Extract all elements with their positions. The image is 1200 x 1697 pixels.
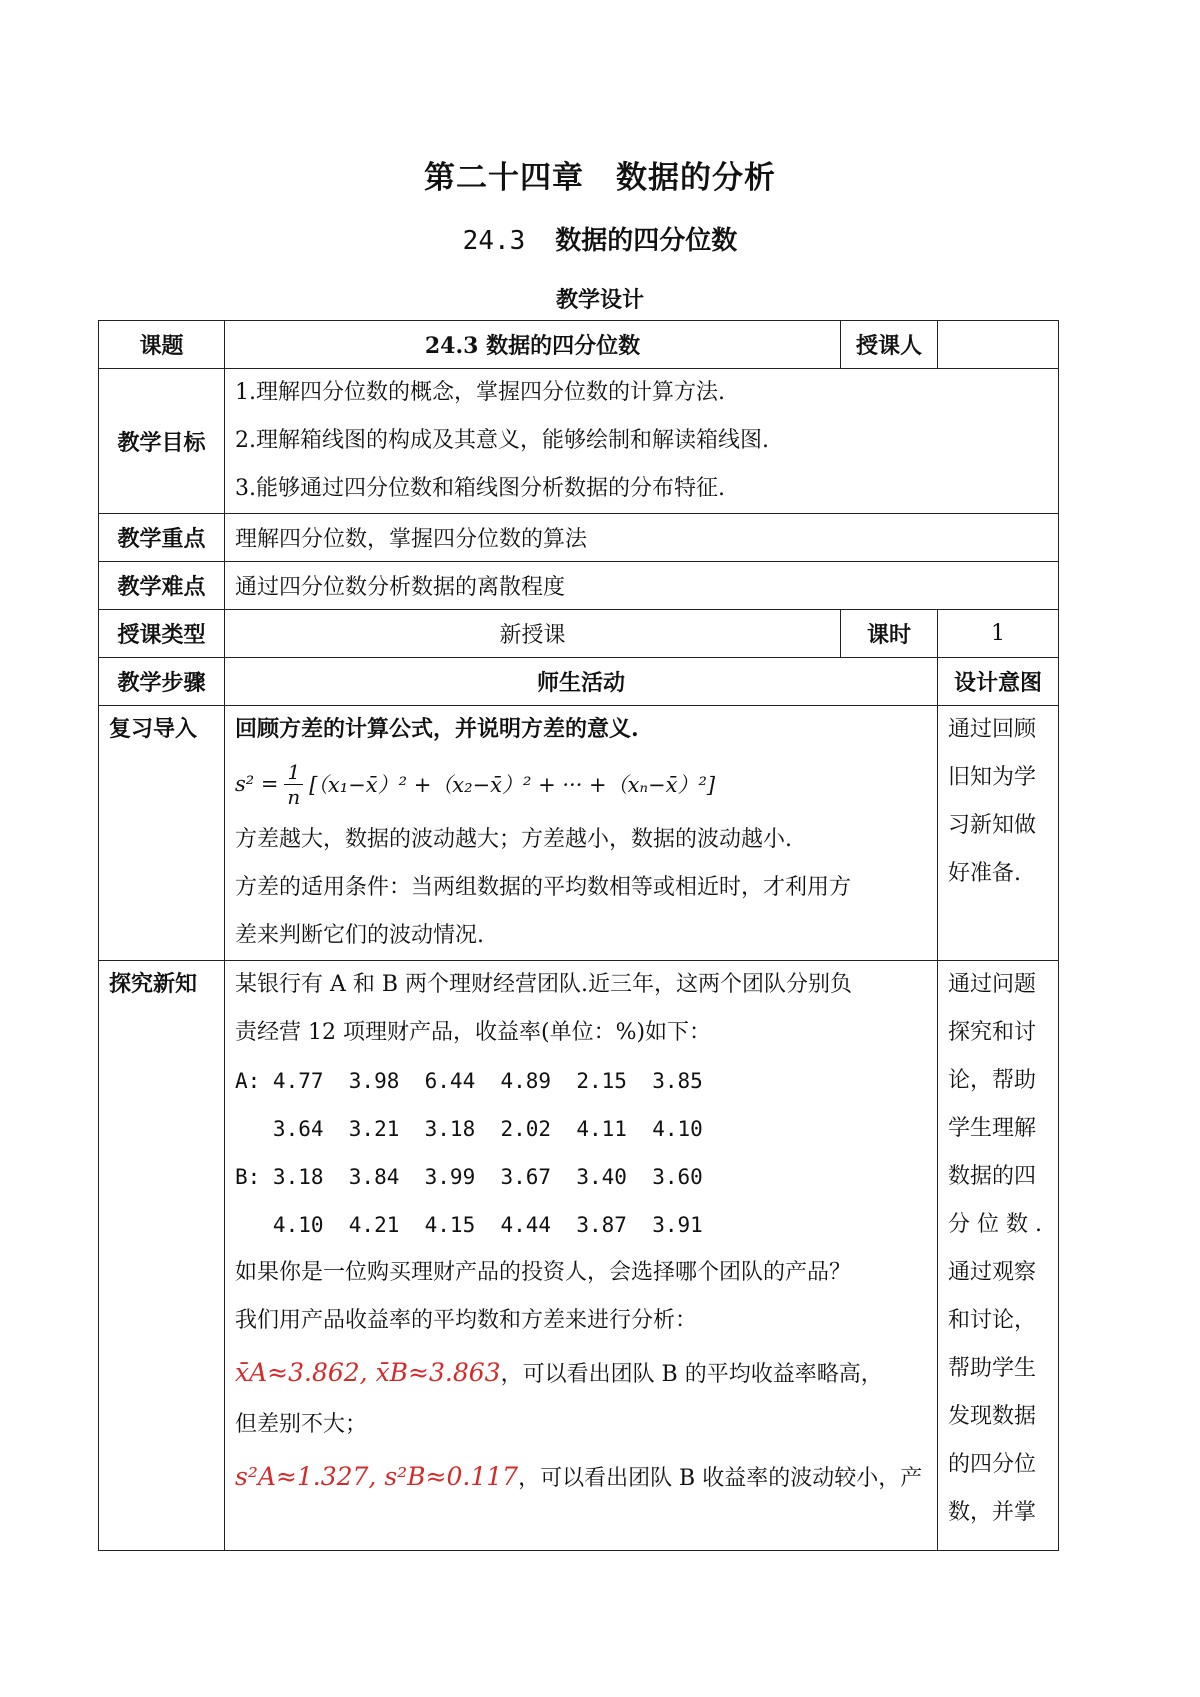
intent-line: 通过回顾 [948, 717, 1037, 742]
difficulty-value: 通过四分位数分析数据的离散程度 [225, 562, 1059, 610]
intent-line: 发现数据 [948, 1404, 1037, 1429]
goal-item: 3.能够通过四分位数和箱线图分析数据的分布特征. [235, 476, 725, 501]
intent-line: 通过观察 [948, 1260, 1037, 1285]
goal-item: 2.理解箱线图的构成及其意义，能够绘制和解读箱线图. [235, 428, 769, 453]
intent-line: 学生理解 [948, 1116, 1037, 1141]
teacher-label: 授课人 [841, 321, 938, 369]
mean-text-cont: 但差别不大； [235, 1412, 368, 1437]
data-row-b: B: 3.18 3.84 3.99 3.67 3.40 3.60 [235, 1165, 703, 1189]
lesson-type-row [99, 610, 1059, 658]
lesson-type-value: 新授课 [225, 610, 841, 658]
intent-line: 和讨论， [948, 1308, 1037, 1333]
section-number: 24.3 [462, 226, 526, 256]
formula-numerator: 1 [284, 760, 303, 785]
intent-line: 论，帮助 [948, 1068, 1037, 1093]
formula-denominator: n [287, 784, 301, 809]
chapter-title: 第二十四章 数据的分析 [424, 160, 776, 196]
difficulty-row [99, 562, 1059, 610]
explore-content [225, 961, 938, 1551]
topic-row [99, 321, 1059, 369]
difficulty-label: 教学难点 [99, 562, 225, 610]
goals-label: 教学目标 [99, 369, 225, 514]
formula-fraction [284, 760, 303, 809]
review-heading: 回顾方差的计算公式，并说明方差的意义. [235, 716, 639, 742]
focus-label: 教学重点 [99, 514, 225, 562]
section-name: 数据的四分位数 [555, 226, 738, 256]
mean-formula: x̄A≈3.862, x̄B≈3.863 [235, 1358, 501, 1387]
section-title [0, 220, 1200, 257]
topic-label: 课题 [99, 321, 225, 369]
explore-method: 我们用产品收益率的平均数和方差来进行分析： [235, 1308, 698, 1333]
review-intent [938, 706, 1059, 961]
explore-row [99, 961, 1059, 1551]
variance-text: ，可以看出团队 B 收益率的波动较小，产 [518, 1466, 923, 1491]
intent-line: 习新知做 [948, 813, 1037, 838]
intent-label: 设计意图 [938, 658, 1059, 706]
focus-row [99, 514, 1059, 562]
intent-line: 的四分位 [948, 1452, 1037, 1477]
review-line: 方差的适用条件：当两组数据的平均数相等或相近时，才利用方 [235, 875, 852, 900]
explore-intro: 某银行有 A 和 B 两个理财经营团队.近三年，这两个团队分别负 [235, 972, 853, 997]
mean-text: ，可以看出团队 B 的平均收益率略高， [500, 1362, 883, 1387]
explore-intro: 责经营 12 项理财产品，收益率(单位：%)如下： [235, 1020, 712, 1045]
review-label: 复习导入 [109, 716, 198, 742]
variance-result: s²A≈1.327, s²B≈0.117 [235, 1462, 519, 1491]
goal-item: 1.理解四分位数的概念，掌握四分位数的计算方法. [235, 380, 725, 405]
steps-label: 教学步骤 [99, 658, 225, 706]
activity-label: 师生活动 [225, 658, 938, 706]
formula-rhs: [（x₁−x̄）² +（x₂−x̄）² + ··· +（xₙ−x̄）²] [309, 773, 716, 797]
explore-label: 探究新知 [109, 971, 198, 997]
variance-formula [235, 752, 927, 816]
topic-value: 24.3 数据的四分位数 [225, 321, 841, 369]
variance-line [235, 1449, 927, 1505]
data-row-a: 3.64 3.21 3.18 2.02 4.11 4.10 [235, 1117, 703, 1141]
document-subtitle: 教学设计 [555, 287, 644, 313]
data-row-a: A: 4.77 3.98 6.44 4.89 2.15 3.85 [235, 1069, 703, 1093]
hours-label: 课时 [841, 610, 938, 658]
review-text [235, 816, 927, 960]
intent-line: 数据的四 [948, 1164, 1037, 1189]
teacher-value [938, 321, 1059, 369]
intent-line: 好准备. [948, 861, 1021, 886]
focus-value: 理解四分位数，掌握四分位数的算法 [225, 514, 1059, 562]
review-label-cell [99, 706, 225, 961]
goals-row [99, 369, 1059, 514]
hours-value: 1 [938, 610, 1059, 658]
formula-lhs: s² = [235, 772, 279, 796]
intent-line: 通过问题 [948, 972, 1037, 997]
data-row-b: 4.10 4.21 4.15 4.44 3.87 3.91 [235, 1213, 703, 1237]
goals-list [225, 369, 1059, 514]
review-line: 方差越大，数据的波动越大；方差越小，数据的波动越小. [235, 827, 792, 852]
mean-line [235, 1345, 927, 1401]
explore-intent [938, 961, 1059, 1551]
explore-label-cell [99, 961, 225, 1551]
intent-line: 旧知为学 [948, 765, 1037, 790]
lesson-type-label: 授课类型 [99, 610, 225, 658]
review-content [225, 706, 938, 961]
explore-question: 如果你是一位购买理财产品的投资人，会选择哪个团队的产品？ [235, 1260, 852, 1285]
lesson-plan-table [98, 320, 1059, 1551]
intent-line: 数，并掌 [948, 1500, 1037, 1525]
review-row [99, 706, 1059, 961]
steps-header-row [99, 658, 1059, 706]
review-line: 差来判断它们的波动情况. [235, 923, 484, 948]
intent-line: 探究和讨 [948, 1020, 1037, 1045]
intent-line: 帮助学生 [948, 1356, 1037, 1381]
intent-line: 分 位 数 . [948, 1212, 1042, 1237]
